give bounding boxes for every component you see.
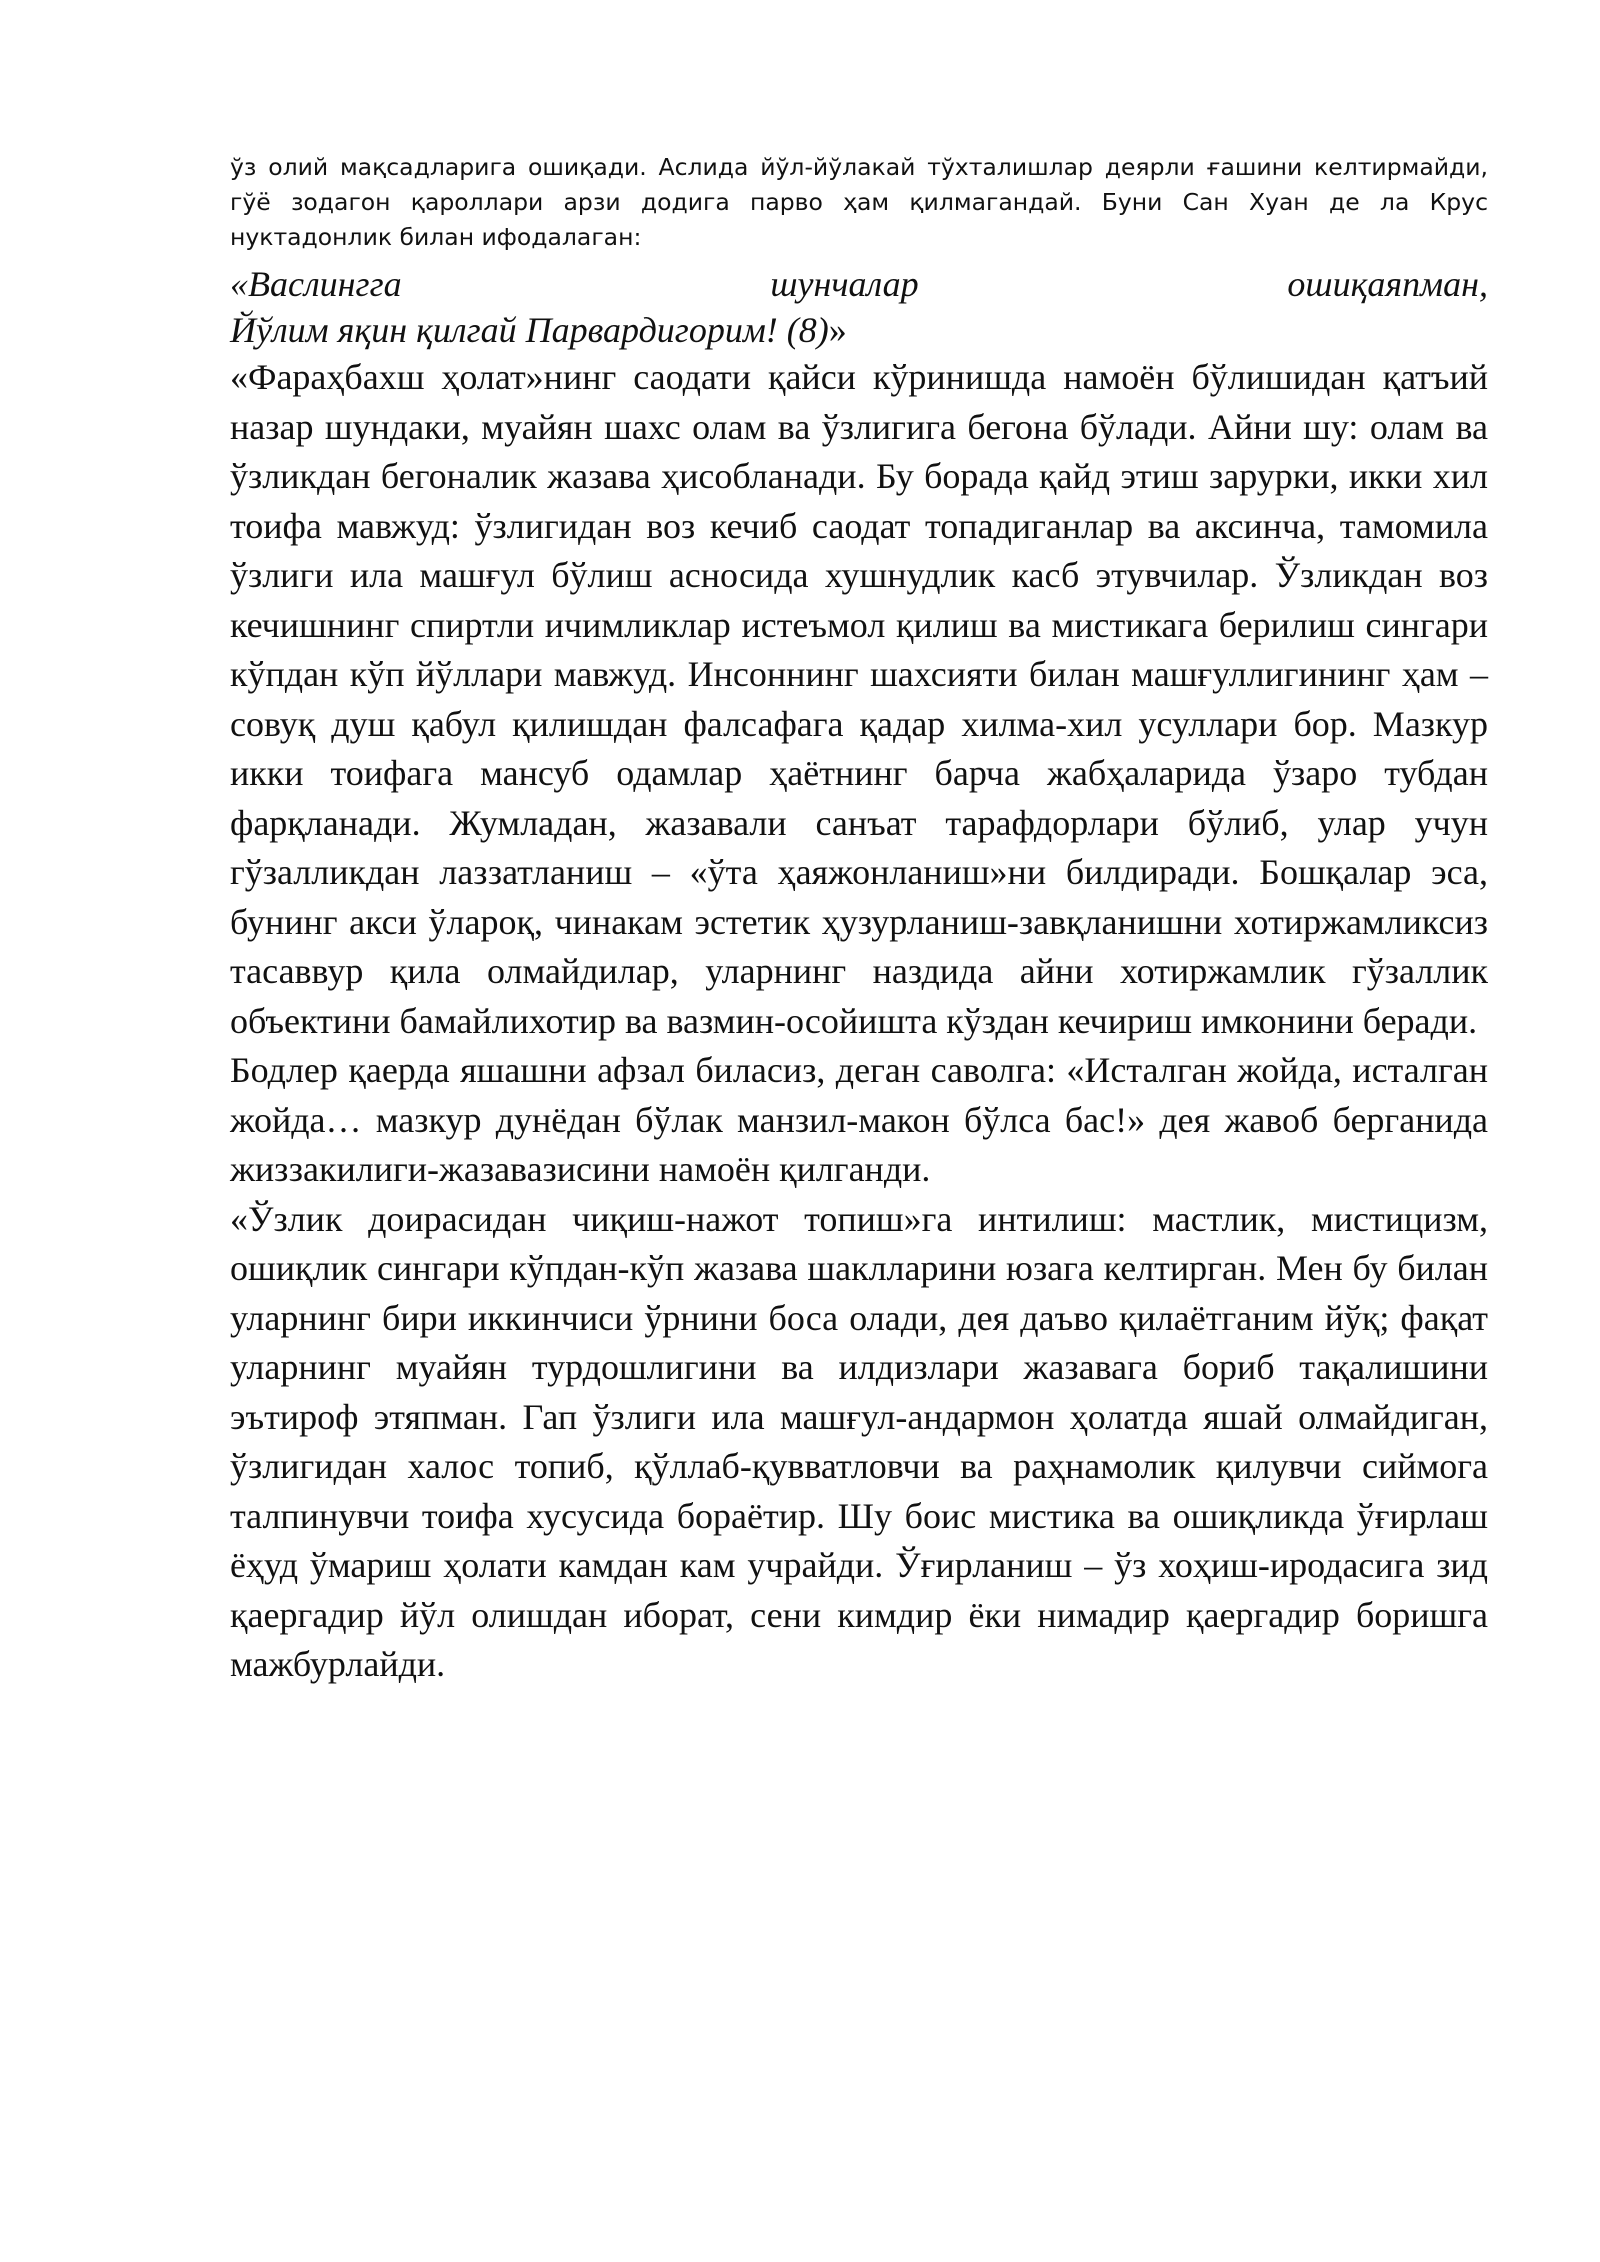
intro-paragraph: ўз олий мақсадларига ошиқади. Аслида йўл-йўлакай тўхталишлар деярли ғашини келтирмайди, гўё зодагон қароллари арзи додига парво ҳам қилмагандай. Буни Сан Хуан де ла Крус нуктадонлик билан ифодалаган:	[230, 153, 1488, 251]
body-paragraph-1: «Фараҳбахш ҳолат»нинг саодати қайси кўринишда намоён бўлишидан қатъий назар шундаки, муайян шахс олам ва ўзлигига бегона бўлади. Айни шу: олам ва ўзликдан бегоналик жазава ҳисобланади. Бу борада қайд этиш зарурки, икки хил тоифа мавжуд: ўзлигидан воз кечиб саодат топадиганлар ва аксинча, тамомила ўзлиги ила машғул бўлиш асносида хушнудлик касб этувчилар. Ўзликдан воз кечишнинг спиртли ичимликлар истеъмол қилиш ва мистикага берилиш сингари кўпдан кўп йўллари мавжуд. Инсоннинг шахсияти билан машғуллигининг ҳам – совуқ душ қабул қилишдан фалсафага қадар хилма-хил усуллари бор. Мазкур икки тоифага мансуб одамлар ҳаётнинг барча жабҳаларида ўзаро тубдан фарқланади. Жумладан, жазавали санъат тарафдорлари бўлиб, улар учун гўзалликдан лаззатланиш – «ўта ҳаяжонланиш»ни билдиради. Бошқалар эса, бунинг акси ўлароқ, чинакам эстетик ҳузурланиш-завқланишни хотиржамликсиз тасаввур қила олмайдилар, уларнинг наздида айни хотиржамлик гўзаллик объектини бамайлихотир ва вазмин-осойишта кўздан кечириш имконини беради.	[230, 357, 1488, 1041]
poem-line-2-text: Йўлим яқин қилгай Парвардигорим! (8)	[230, 310, 829, 350]
poem-line-1: «Васлингга шунчалар ошиқаяпман,	[230, 264, 1488, 304]
document-page	[230, 150, 1488, 1690]
poem-line-2	[230, 307, 1488, 353]
body-paragraph-3: «Ўзлик доирасидан чиқиш-нажот топиш»га интилиш: мастлик, мистицизм, ошиқлик сингари кўпдан-кўп жазава шаклларини юзага келтирган. Мен бу билан уларнинг бири иккинчиси ўрнини боса олади, дея даъво қилаётганим йўқ; фақат уларнинг муайян турдошлигини ва илдизлари жазавага бориб тақалишини эътироф этяпман. Гап ўзлиги ила машғул-андармон ҳолатда яшай олмайдиган, ўзлигидан халос топиб, қўллаб-қувватловчи ва раҳнамолик қилувчи сиймога талпинувчи тоифа хусусида бораётир. Шу боис мистика ва ошиқликда ўғирлаш ёҳуд ўмариш ҳолати камдан кам учрайди. Ўғирланиш – ўз хоҳиш-иродасига зид қаергадир йўл олишдан иборат, сени кимдир ёки нимадир қаергадир боришга мажбурлайди.	[230, 1198, 1488, 1684]
poem-quote	[230, 261, 1488, 353]
body-paragraph-2: Бодлер қаерда яшашни афзал биласиз, деган саволга: «Исталган жойда, исталган жойда… мазкур дунёдан бўлак манзил-макон бўлса бас!» дея жавоб берганида жиззакилиги-жазавазисини намоён қилганди.	[230, 1050, 1488, 1189]
poem-close-quote: »	[828, 310, 847, 350]
